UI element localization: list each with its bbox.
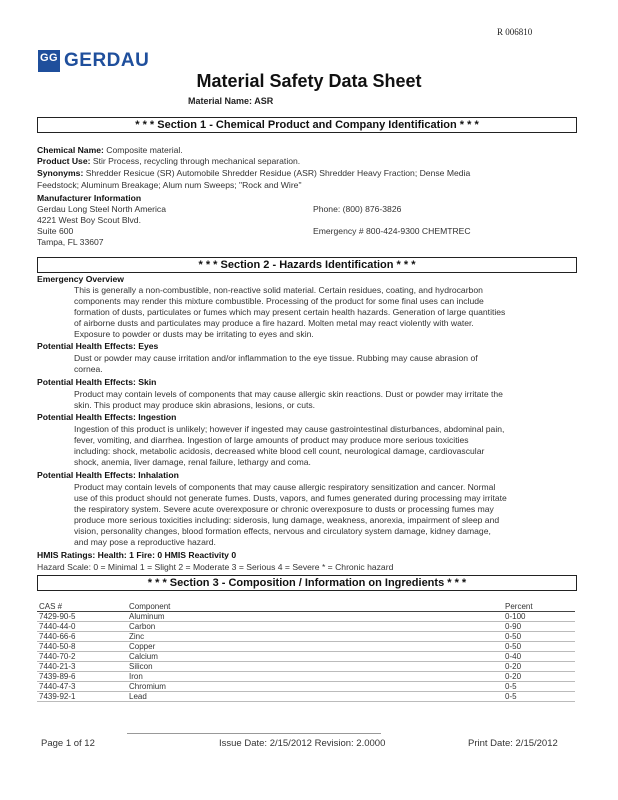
inhalation-line: use of this product should not generate fumes. Dusts, vapors, and fumes generated during processing may irritate <box>74 493 507 503</box>
percent-cell: 0-5 <box>503 692 575 702</box>
brand-name: GERDAU <box>64 50 150 71</box>
component-cell: Calcium <box>127 652 503 662</box>
chemical-name-line <box>37 145 183 155</box>
skin-label: Potential Health Effects: Skin <box>37 377 157 387</box>
manufacturer-city: Tampa, FL 33607 <box>37 237 104 247</box>
table-row <box>37 622 575 632</box>
manufacturer-street: 4221 West Boy Scout Blvd. <box>37 215 141 225</box>
overview-line: Exposure to powder or dusts may be irritating to eyes and skin. <box>74 329 314 339</box>
phone-number: Phone: (800) 876-3826 <box>313 204 402 214</box>
skin-line: Product may contain levels of components that may cause allergic skin reactions. Dust or powder may irritate the <box>74 389 503 399</box>
skin-line: skin. This product may produce skin abrasions, lesions, or cuts. <box>74 400 316 410</box>
component-cell: Zinc <box>127 632 503 642</box>
percent-cell: 0-100 <box>503 612 575 622</box>
eyes-line: Dust or powder may cause irritation and/or inflammation to the eye tissue. Rubbing may cause abrasion of <box>74 353 478 363</box>
cas-cell: 7440-70-2 <box>37 652 127 662</box>
component-cell: Chromium <box>127 682 503 692</box>
overview-line: components may render this mixture combustible. Processing of the product for some final uses can include <box>74 296 484 306</box>
table-header-row <box>37 601 575 612</box>
percent-cell: 0-50 <box>503 632 575 642</box>
cas-cell: 7429-90-5 <box>37 612 127 622</box>
cas-cell: 7440-21-3 <box>37 662 127 672</box>
footer-divider <box>127 733 381 734</box>
table-row <box>37 612 575 622</box>
page-title: Material Safety Data Sheet <box>196 71 422 91</box>
component-cell: Carbon <box>127 622 503 632</box>
table-row <box>37 672 575 682</box>
inhalation-line: and may pose a reproductive hazard. <box>74 537 216 547</box>
synonyms-value: Shredder Resicue (SR) Automobile Shredder Residue (ASR) Shredder Heavy Fraction; Dense Media <box>85 168 471 178</box>
cas-cell: 7440-66-6 <box>37 632 127 642</box>
component-cell: Silicon <box>127 662 503 672</box>
manufacturer-suite: Suite 600 <box>37 226 74 236</box>
inhalation-label: Potential Health Effects: Inhalation <box>37 470 179 480</box>
section-1-heading: * * * Section 1 - Chemical Product and Company Identification * * * <box>37 117 577 133</box>
chemical-name-label: Chemical Name: <box>37 145 104 155</box>
ingestion-line: shock, anemia, liver damage, renal failure, lethargy and coma. <box>74 457 311 467</box>
component-cell: Lead <box>127 692 503 702</box>
eyes-line: cornea. <box>74 364 103 374</box>
hazard-scale: Hazard Scale: 0 = Minimal 1 = Slight 2 = Moderate 3 = Serious 4 = Severe * = Chronic hazard <box>37 562 394 572</box>
column-header-component: Component <box>127 601 503 612</box>
emergency-overview-label: Emergency Overview <box>37 274 124 284</box>
column-header-cas: CAS # <box>37 601 127 612</box>
brand-logo <box>38 50 149 72</box>
cas-cell: 7440-50-8 <box>37 642 127 652</box>
inhalation-line: vision, personality changes, blood formation effects, nervous and circulatory system damage, kidney damage, <box>74 526 491 536</box>
overview-line: formation of dusts, particulates or fumes which may present certain health hazards. Generation of large quantities <box>74 307 506 317</box>
section-2-heading: * * * Section 2 - Hazards Identification * * * <box>37 257 577 273</box>
table-row <box>37 682 575 692</box>
synonyms-label: Synonyms: <box>37 168 84 178</box>
ingestion-line: Ingestion of this product is unlikely; however if ingested may cause gastrointestinal disturbances, abdominal pain, <box>74 424 505 434</box>
percent-cell: 0-90 <box>503 622 575 632</box>
inhalation-line: Product may contain levels of components that may cause allergic respiratory sensitization and cancer. Normal <box>74 482 496 492</box>
page-number: Page 1 of 12 <box>41 738 95 749</box>
manufacturer-name: Gerdau Long Steel North America <box>37 204 166 214</box>
manufacturer-label: Manufacturer Information <box>37 193 142 203</box>
table-row <box>37 632 575 642</box>
table-row <box>37 692 575 702</box>
hmis-ratings: HMIS Ratings: Health: 1 Fire: 0 HMIS Reactivity 0 <box>37 550 237 560</box>
percent-cell: 0-20 <box>503 662 575 672</box>
section-3-heading: * * * Section 3 - Composition / Information on Ingredients * * * <box>37 575 577 591</box>
synonyms-line-2: Feedstock; Aluminum Breakage; Alum num Sweeps; "Rock and Wire" <box>37 180 302 190</box>
table-row <box>37 652 575 662</box>
product-use-label: Product Use: <box>37 156 91 166</box>
table-row <box>37 662 575 672</box>
inhalation-line: the respiratory system. Severe acute overexposure or chronic overexposure to dusts or processing fumes may <box>74 504 494 514</box>
print-date: Print Date: 2/15/2012 <box>468 738 558 749</box>
cas-cell: 7440-47-3 <box>37 682 127 692</box>
percent-cell: 0-40 <box>503 652 575 662</box>
table-row <box>37 642 575 652</box>
document-id: R 006810 <box>497 27 533 37</box>
cas-cell: 7439-92-1 <box>37 692 127 702</box>
percent-cell: 0-5 <box>503 682 575 692</box>
component-cell: Iron <box>127 672 503 682</box>
synonyms-line <box>37 168 470 178</box>
overview-line: This is generally a non-combustible, non-reactive solid material. Certain residues, coating, and hydrocarbon <box>74 285 483 295</box>
inhalation-line: produce more serious toxicities including: siderosis, lung damage, weakness, anorexia, impairment of sleep and <box>74 515 500 525</box>
emergency-number: Emergency # 800-424-9300 CHEMTREC <box>313 226 471 236</box>
chemical-name-value: Composite material. <box>106 145 183 155</box>
eyes-label: Potential Health Effects: Eyes <box>37 341 159 351</box>
ingestion-label: Potential Health Effects: Ingestion <box>37 412 177 422</box>
component-cell: Aluminum <box>127 612 503 622</box>
product-use-line <box>37 156 300 166</box>
overview-line: of airborne dusts and particulates may produce a fire hazard. Molten metal may react violently with water. <box>74 318 474 328</box>
ingredients-table <box>37 601 575 702</box>
cas-cell: 7440-44-0 <box>37 622 127 632</box>
column-header-percent: Percent <box>503 601 575 612</box>
product-use-value: Stir Process, recycling through mechanical separation. <box>92 156 301 166</box>
issue-date: Issue Date: 2/15/2012 Revision: 2.0000 <box>219 738 386 749</box>
cas-cell: 7439-89-6 <box>37 672 127 682</box>
ingestion-line: including: shock, metabolic acidosis, decreased white blood cell count, neurological damage, cardiovascular <box>74 446 485 456</box>
percent-cell: 0-50 <box>503 642 575 652</box>
gerdau-logo-icon: G G <box>38 50 60 72</box>
component-cell: Copper <box>127 642 503 652</box>
ingestion-line: fever, vomiting, and diarrhea. Ingestion of large amounts of product may produce more serious toxicities <box>74 435 469 445</box>
percent-cell: 0-20 <box>503 672 575 682</box>
material-name: Material Name: ASR <box>188 96 274 106</box>
